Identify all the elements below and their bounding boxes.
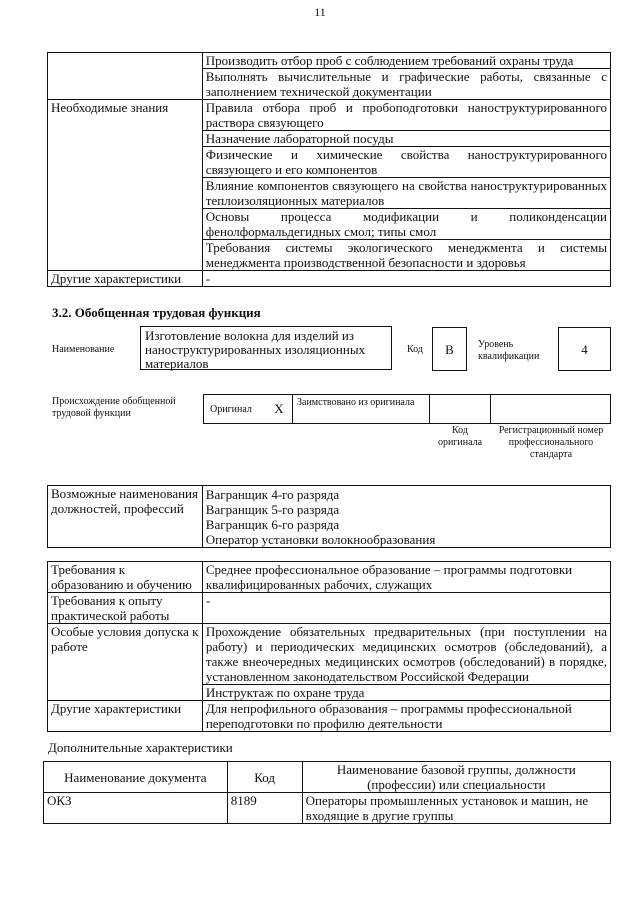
doc-name-cell: ОКЗ	[44, 793, 228, 824]
positions-table	[47, 485, 611, 548]
skill-item: Выполнять вычислительные и графические работы, связанные с заполнением технической документации	[202, 69, 610, 100]
function-name-box: Изготовление волокна для изделий из наноструктурированных изоляционных материалов	[140, 326, 392, 370]
original-mark: X	[274, 401, 284, 416]
position-item: Вагранщик 6-го разряда	[205, 517, 340, 532]
row-label: Требования к образованию и обучению	[48, 562, 203, 593]
additional-table	[43, 761, 611, 824]
code-label: Код	[407, 344, 423, 355]
table-row	[48, 271, 611, 287]
origin-label: Происхождение обобщенной трудовой функции	[52, 396, 176, 419]
table-header-row	[44, 762, 611, 793]
table-row	[48, 624, 611, 685]
requirements-table	[47, 561, 611, 732]
group-name-cell: Операторы промышленных установок и машин, не входящие в другие группы	[302, 793, 610, 824]
table-row	[48, 53, 611, 69]
page-number: 11	[314, 5, 326, 19]
position-item: Оператор установки волокнообразования	[205, 532, 436, 547]
table-row	[48, 701, 611, 732]
knowledge-item: Основы процесса модификации и поликонденсации фенолформальдегидных смол; типы смол	[202, 209, 610, 240]
table-row	[48, 486, 611, 548]
value-cell: -	[202, 271, 610, 287]
position-item: Вагранщик 4-го разряда	[205, 487, 340, 502]
header-group-name: Наименование базовой группы, должности (профессии) или специальности	[302, 762, 610, 793]
row-label: Требования к опыту практической работы	[48, 593, 203, 624]
level-box: 4	[558, 327, 611, 371]
value-cell: Среднее профессиональное образование – программы подготовки квалифицированных рабочих, служащих	[202, 562, 610, 593]
row-label: Возможные наименования должностей, профессий	[48, 486, 203, 548]
row-label: Другие характеристики	[48, 701, 203, 732]
name-label: Наименование	[52, 344, 115, 355]
divider	[292, 395, 293, 423]
knowledge-table	[47, 52, 611, 287]
row-label: Необходимые знания	[48, 100, 203, 271]
value-cell: Для непрофильного образования – программы профессиональной переподготовки по профилю деятельности	[202, 701, 610, 732]
original-label: Оригинал	[210, 404, 252, 415]
positions-cell	[202, 486, 610, 548]
row-label: Другие характеристики	[48, 271, 203, 287]
value-cell: Инструктаж по охране труда	[202, 685, 610, 701]
origin-box	[203, 394, 611, 424]
code-cell: 8189	[227, 793, 302, 824]
reg-number-caption: Регистрационный номер профессионального стандарта	[498, 425, 604, 460]
knowledge-item: Влияние компонентов связующего на свойства наноструктурированных теплоизоляционных материалов	[202, 178, 610, 209]
row-label: Особые условия допуска к работе	[48, 624, 203, 701]
table-row	[48, 562, 611, 593]
value-cell: Прохождение обязательных предварительных (при поступлении на работу) и периодических медицинских осмотров (обследований), а также внеочередных медицинских осмотров (обследований) в порядке, установленном законодательством Российской Федерации	[202, 624, 610, 685]
level-label: Уровень квалификации	[478, 339, 540, 362]
position-item: Вагранщик 5-го разряда	[205, 502, 340, 517]
table-row	[48, 100, 611, 131]
knowledge-item: Назначение лабораторной посуды	[202, 131, 610, 147]
code-box: В	[432, 327, 467, 371]
skill-item: Производить отбор проб с соблюдением требований охраны труда	[202, 53, 610, 69]
knowledge-item: Требования системы экологического менеджмента и системы менеджмента производственной безопасности и здоровья	[202, 240, 610, 271]
divider	[490, 395, 491, 423]
value-cell: -	[202, 593, 610, 624]
divider	[429, 395, 430, 423]
additional-title: Дополнительные характеристики	[48, 740, 233, 755]
table-row	[44, 793, 611, 824]
row-label	[48, 53, 203, 100]
knowledge-item: Правила отбора проб и пробоподготовки наноструктурированного раствора связующего	[202, 100, 610, 131]
borrowed-label: Заимствовано из оригинала	[297, 397, 415, 408]
table-row	[48, 593, 611, 624]
knowledge-item: Физические и химические свойства наноструктурированного связующего и его компонентов	[202, 147, 610, 178]
header-code: Код	[227, 762, 302, 793]
header-doc-name: Наименование документа	[44, 762, 228, 793]
section-title: 3.2. Обобщенная трудовая функция	[52, 305, 261, 320]
code-original-caption: Код оригинала	[437, 425, 483, 448]
